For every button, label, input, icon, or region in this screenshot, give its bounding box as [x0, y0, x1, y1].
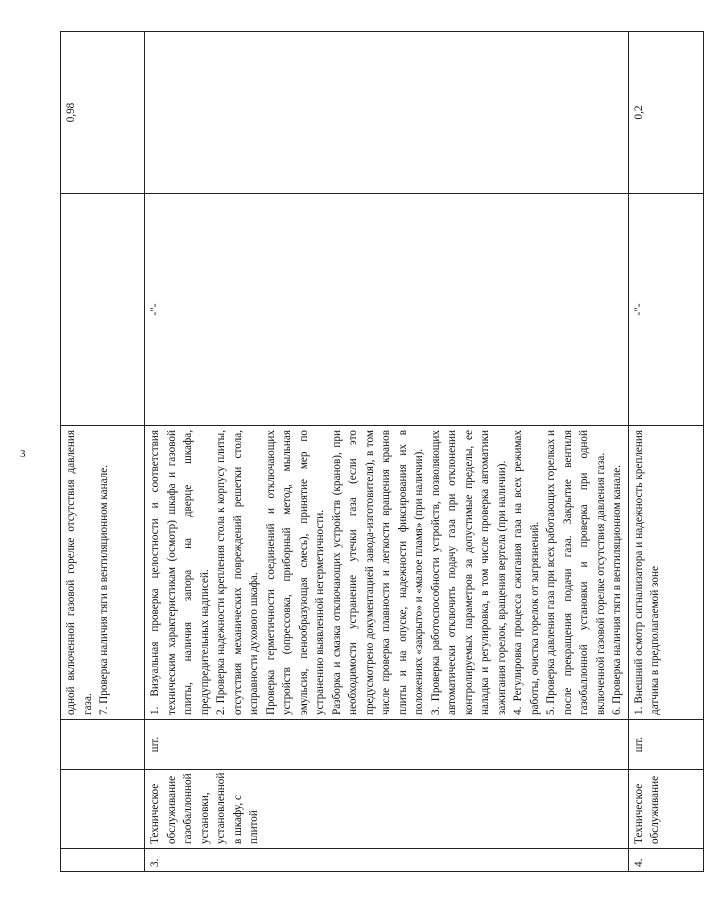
work-item: 1. Визуальная проверка целостности и соответствия техническим характеристикам (осмотр) шкафа и газовой плиты, наличия запора на дверце шкафа, предупредительных надписей.	[149, 430, 211, 715]
page-number: 3	[20, 448, 26, 460]
work-item: 7. Проверка наличия тяги в вентиляционном канале.	[98, 465, 110, 715]
works-cell	[61, 426, 145, 720]
work-item: 3. Проверка работоспособности устройств, позволяющих автоматически отключить подачу газа при отклонении контролируемых параметров за допустимые пределы, ее наладка и регулировка, в том числе проверка автоматики зажигания горелок, вращения вертела (при наличии).	[429, 430, 508, 715]
row-number: 4.	[628, 849, 703, 872]
table-row	[628, 32, 703, 872]
work-item: 5. Проверка давления газа при всех работающих горелках и после прекращения подачи газа. Закрытие вентиля газобаллонной установки и проверка при одной включенной газовой горелке отсутствия давления газа.	[545, 430, 607, 715]
works-cell	[628, 426, 703, 720]
work-item: Разборка и смазка отключающих устройств (кранов), при необходимости устранение утечки газа (если это предусмотрено документацией завода-изготовителя), в том числе проверка плавности и легкости вращения кранов плиты и на опуске, надежности фиксирования их в положениях «закрыто» и «малое пламя» (при наличии).	[330, 430, 425, 715]
work-item: 1. Внешний осмотр сигнализатора и надежность крепления датчика в предполагаемой зоне	[632, 430, 661, 715]
table-row	[145, 32, 629, 872]
service-name: Техническое обслуживание	[628, 770, 703, 849]
coefficient-cell	[145, 32, 629, 194]
row-number	[61, 849, 145, 872]
service-name	[61, 770, 145, 849]
rotated-table-container	[60, 32, 661, 872]
service-name: Техническое обслуживание газобаллонной установки, установленной в шкафу, с плитой	[145, 770, 629, 849]
coefficient-cell: 0,2	[628, 32, 703, 194]
work-item: 6. Проверка наличия тяги в вентиляционном канале.	[611, 465, 623, 715]
works-table	[60, 31, 704, 872]
unit-cell: шт.	[628, 720, 703, 770]
works-cell	[145, 426, 629, 720]
work-item: 4. Регулировка процесса сжигания газа на всех режимах работы, очистка горелок от загрязнений.	[512, 430, 541, 715]
frequency-cell: -"-	[145, 194, 629, 426]
work-item: одной включенной газовой горелке отсутствия давления газа.	[65, 430, 94, 715]
frequency-cell: -"-	[628, 194, 703, 426]
row-number: 3.	[145, 849, 629, 872]
work-item: Проверка герметичности соединений и отключающих устройств (опрессовка, приборный метод, мыльная эмульсия, пенообразующая смесь), принятие мер по устранению выявленной негерметичности.	[264, 430, 326, 715]
unit-cell	[61, 720, 145, 770]
frequency-cell	[61, 194, 145, 426]
unit-cell: шт.	[145, 720, 629, 770]
table-row	[61, 32, 145, 872]
coefficient-cell: 0,98	[61, 32, 145, 194]
work-item: 2. Проверка надежности крепления стола к корпусу плиты, отсутствия механических повреждений решетки стола, исправности духового шкафа.	[215, 430, 260, 715]
